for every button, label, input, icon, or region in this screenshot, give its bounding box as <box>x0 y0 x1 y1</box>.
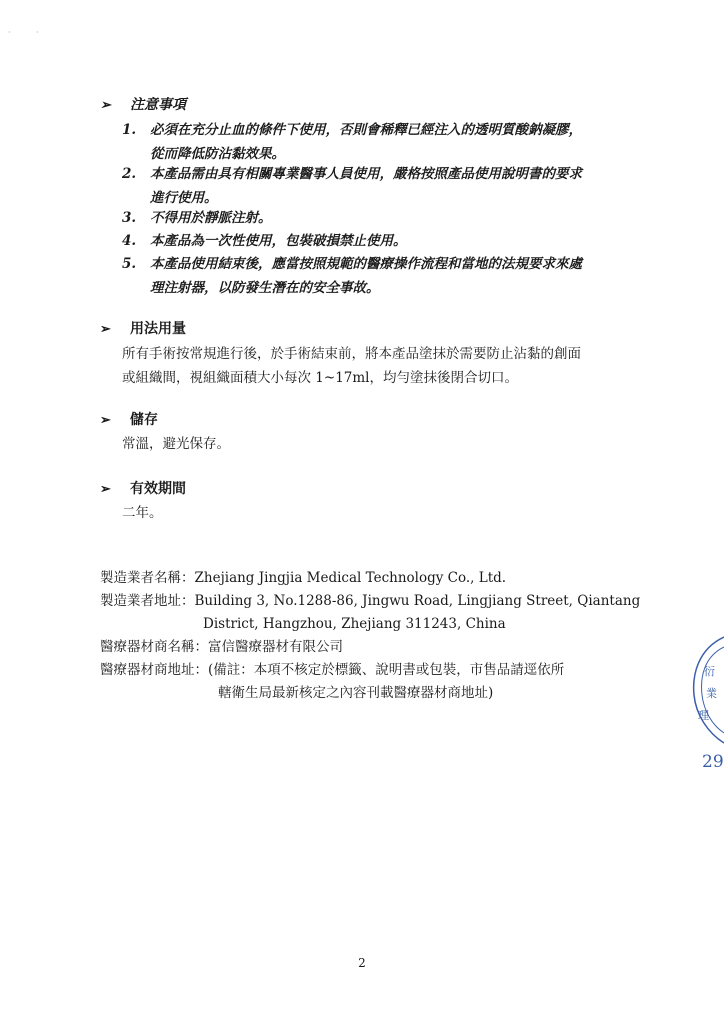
page-number: 2 <box>358 956 366 970</box>
caution-text-cont: 進行使用。 <box>150 190 218 206</box>
validity-text: 二年。 <box>122 505 163 521</box>
manufacturer-block <box>100 567 640 705</box>
dealer-name-label: 醫療器材商名稱： <box>100 639 208 655</box>
bullet-arrow-icon: ➢ <box>100 98 111 113</box>
caution-text: 本產品為一次性使用，包裝破損禁止使用。 <box>150 233 407 249</box>
caution-text-cont: 從而降低防沾黏效果。 <box>150 146 285 162</box>
validity-heading <box>100 478 186 498</box>
manufacturer-address-row <box>100 590 640 636</box>
scan-marks: · · <box>8 28 39 37</box>
caution-text: 本產品使用結束後，應當按照規範的醫療操作流程和當地的法規要求來處 <box>150 256 582 272</box>
bullet-arrow-icon: ➢ <box>100 322 111 337</box>
cautions-title: 注意事項 <box>130 97 186 113</box>
manufacturer-name: Zhejiang Jingjia Medical Technology Co., Ltd. <box>194 570 507 586</box>
caution-text-cont: 理注射器，以防發生潛在的安全事故。 <box>150 280 380 296</box>
caution-num: 3. <box>122 210 137 226</box>
official-stamp-icon <box>690 635 724 745</box>
cautions-heading <box>100 94 186 114</box>
caution-item-4 <box>122 229 407 253</box>
manufacturer-address-2: District, Hangzhou, Zhejiang 311243, China <box>203 616 506 632</box>
manufacturer-address-1: Building 3, No.1288-86, Jingwu Road, Lingjiang Street, Qiantang <box>194 593 641 609</box>
caution-item-3 <box>122 206 272 230</box>
manufacturer-name-row <box>100 567 640 590</box>
caution-num: 2. <box>122 166 137 182</box>
validity-title: 有效期間 <box>130 481 186 497</box>
dealer-address-2: 轄衛生局最新核定之內容刊載醫療器材商地址) <box>218 685 494 701</box>
caution-num: 1. <box>122 122 137 138</box>
caution-text: 本產品需由具有相關專業醫事人員使用，嚴格按照產品使用說明書的要求 <box>150 166 582 182</box>
caution-item-5 <box>122 252 582 300</box>
dealer-name: 富信醫療器材有限公司 <box>208 639 343 655</box>
manufacturer-address-label: 製造業者地址： <box>100 593 195 609</box>
svg-text:業: 業 <box>706 687 717 700</box>
usage-title: 用法用量 <box>130 321 186 337</box>
caution-num: 5. <box>122 256 137 272</box>
usage-line-2: 或組織間，視組織面積大小每次 1~17ml，均勻塗抹後閉合切口。 <box>122 370 518 386</box>
usage-line-1: 所有手術按常規進行後，於手術結束前，將本產品塗抹於需要防止沾黏的創面 <box>122 346 581 362</box>
storage-text: 常溫，避光保存。 <box>122 436 230 452</box>
usage-paragraph <box>122 342 662 390</box>
bullet-arrow-icon: ➢ <box>100 482 111 497</box>
caution-text: 不得用於靜脈注射。 <box>150 210 272 226</box>
dealer-name-row <box>100 636 640 659</box>
caution-text: 必須在充分止血的條件下使用，否則會稀釋已經注入的透明質酸鈉凝膠， <box>150 122 582 138</box>
dealer-address-1: (備註：本項不核定於標籤、說明書或包裝，市售品請逕依所 <box>208 662 565 678</box>
storage-heading <box>100 409 158 429</box>
caution-num: 4. <box>122 233 137 249</box>
dealer-address-label: 醫療器材商地址： <box>100 662 208 678</box>
dealer-address-row <box>100 659 640 705</box>
caution-item-2 <box>122 162 582 210</box>
caution-item-1 <box>122 118 582 166</box>
svg-text:理: 理 <box>698 709 709 722</box>
bullet-arrow-icon: ➢ <box>100 413 111 428</box>
manufacturer-name-label: 製造業者名稱： <box>100 570 195 586</box>
usage-heading <box>100 318 186 338</box>
storage-title: 儲存 <box>130 412 158 428</box>
svg-text:衍: 衍 <box>704 665 715 678</box>
edge-stamp-number: 29 <box>702 752 724 772</box>
